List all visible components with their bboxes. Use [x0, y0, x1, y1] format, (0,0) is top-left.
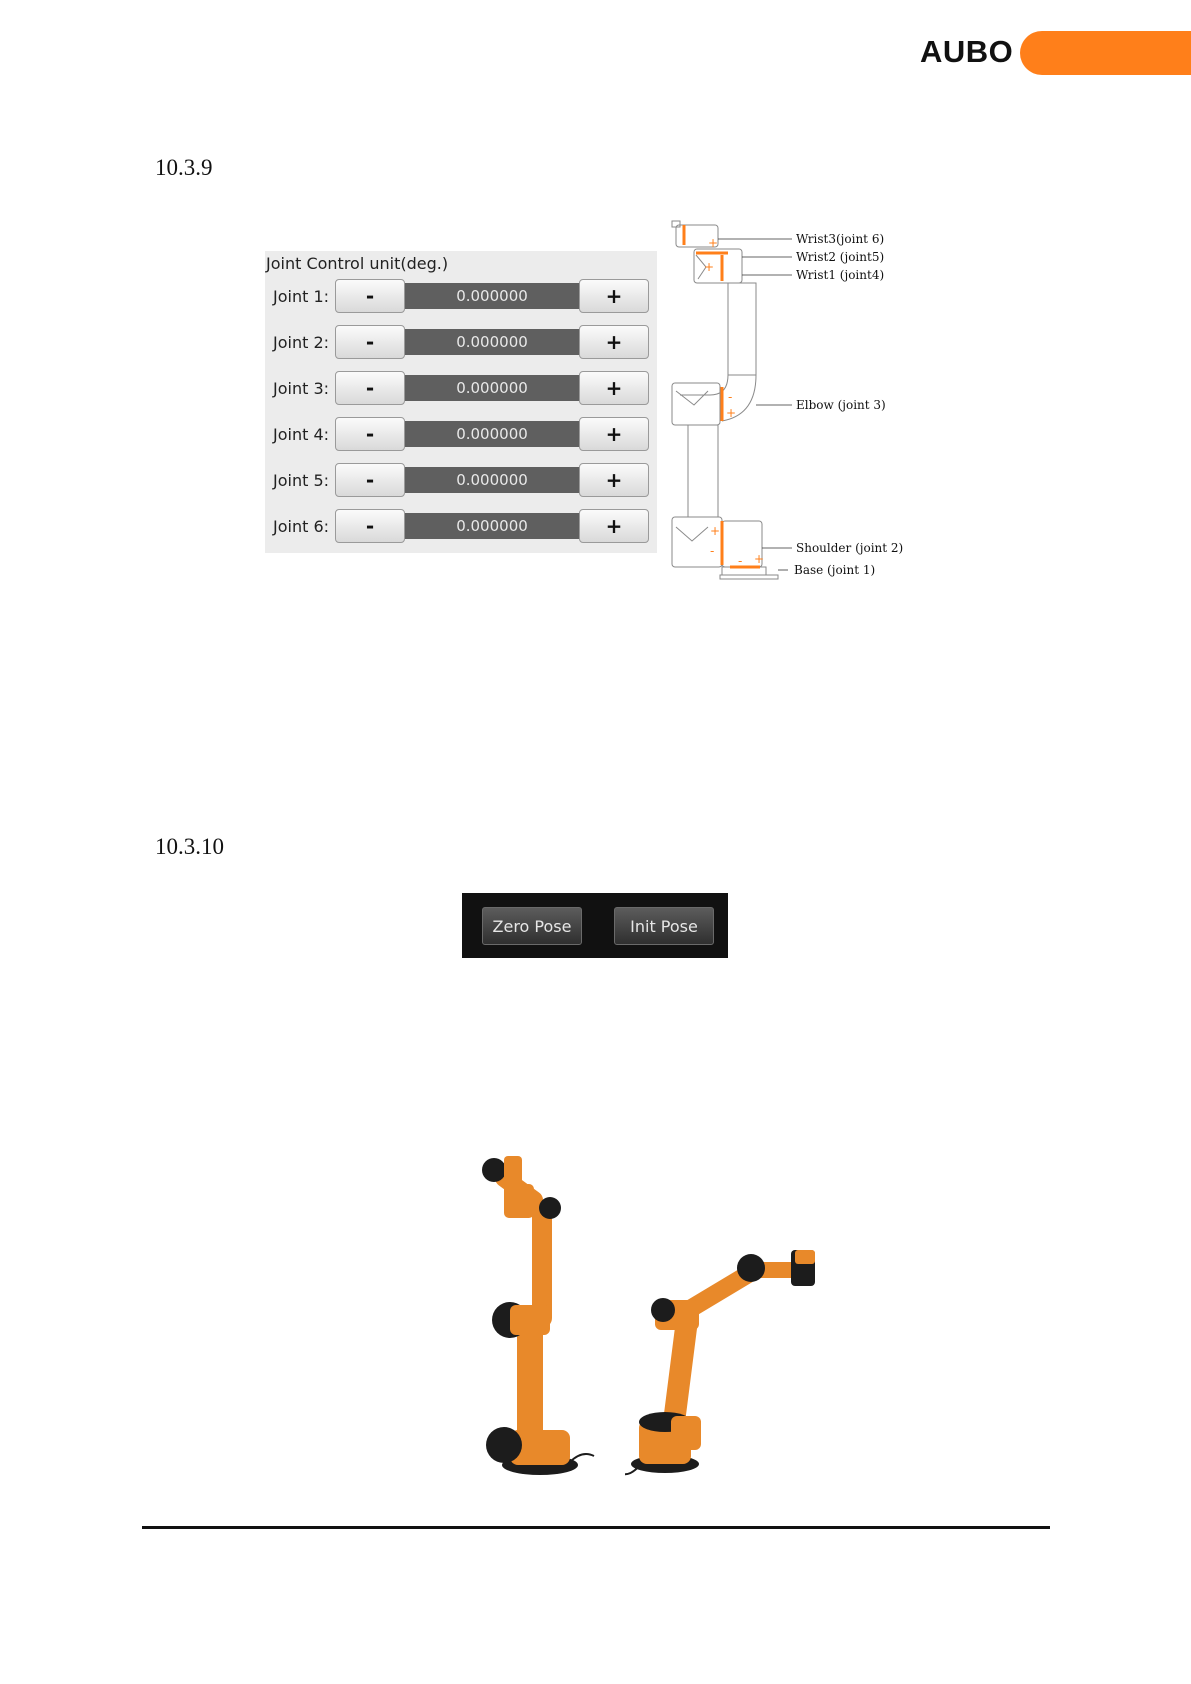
brand-logo-text: AUBO: [920, 34, 1014, 69]
robot-init-pose-illustration: [625, 1220, 825, 1480]
init-pose-button[interactable]: Init Pose: [614, 907, 714, 945]
joint-2-decrease-button[interactable]: -: [335, 325, 405, 359]
joint-label: Joint 4:: [273, 425, 330, 444]
joint-label: Joint 5:: [273, 471, 330, 490]
joint-label: Joint 6:: [273, 517, 330, 536]
brand-accent-bar: [1020, 31, 1191, 75]
joint-6-increase-button[interactable]: +: [579, 509, 649, 543]
joint-row-2: [265, 325, 657, 361]
joint-1-increase-button[interactable]: +: [579, 279, 649, 313]
joint-control-panel: [265, 251, 657, 553]
joint-2-increase-button[interactable]: +: [579, 325, 649, 359]
sign-plus: +: [704, 260, 715, 274]
footer-rule: [142, 1526, 1050, 1529]
joint-3-decrease-button[interactable]: -: [335, 371, 405, 405]
joint-2-value: 0.000000: [405, 329, 579, 355]
label-wrist2: Wrist2 (joint5): [796, 250, 885, 264]
sign-plus: +: [726, 406, 737, 420]
label-shoulder: Shoulder (joint 2): [796, 541, 904, 555]
joint-row-6: [265, 509, 657, 545]
sign-plus: +: [708, 236, 719, 250]
sign-plus: +: [710, 524, 721, 538]
sign-minus: -: [710, 544, 715, 558]
sign-minus: -: [728, 390, 733, 404]
joint-1-decrease-button[interactable]: -: [335, 279, 405, 313]
label-base: Base (joint 1): [794, 563, 876, 577]
joint-label: Joint 1:: [273, 287, 330, 306]
pose-toolbar: [462, 893, 728, 958]
joint-control-title: Joint Control unit(deg.): [266, 254, 449, 273]
joint-3-value: 0.000000: [405, 375, 579, 401]
robot-zero-pose-illustration: [470, 1150, 610, 1480]
joint-label: Joint 3:: [273, 379, 330, 398]
joint-5-increase-button[interactable]: +: [579, 463, 649, 497]
joint-1-value: 0.000000: [405, 283, 579, 309]
joint-row-5: [265, 463, 657, 499]
joint-3-increase-button[interactable]: +: [579, 371, 649, 405]
joint-4-increase-button[interactable]: +: [579, 417, 649, 451]
joint-5-decrease-button[interactable]: -: [335, 463, 405, 497]
joint-4-decrease-button[interactable]: -: [335, 417, 405, 451]
label-wrist3: Wrist3(joint 6): [796, 232, 885, 246]
joint-row-3: [265, 371, 657, 407]
zero-pose-button[interactable]: Zero Pose: [482, 907, 582, 945]
section-number-10-3-10: 10.3.10: [155, 834, 224, 859]
joint-4-value: 0.000000: [405, 421, 579, 447]
label-wrist1: Wrist1 (joint4): [796, 268, 885, 282]
sign-minus: -: [738, 554, 743, 568]
section-number-10-3-9: 10.3.9: [155, 155, 213, 180]
label-elbow: Elbow (joint 3): [796, 398, 886, 412]
joint-5-value: 0.000000: [405, 467, 579, 493]
joint-row-4: [265, 417, 657, 453]
joint-6-value: 0.000000: [405, 513, 579, 539]
joint-6-decrease-button[interactable]: -: [335, 509, 405, 543]
joint-row-1: [265, 279, 657, 315]
sign-plus: +: [754, 552, 765, 566]
joint-label: Joint 2:: [273, 333, 330, 352]
